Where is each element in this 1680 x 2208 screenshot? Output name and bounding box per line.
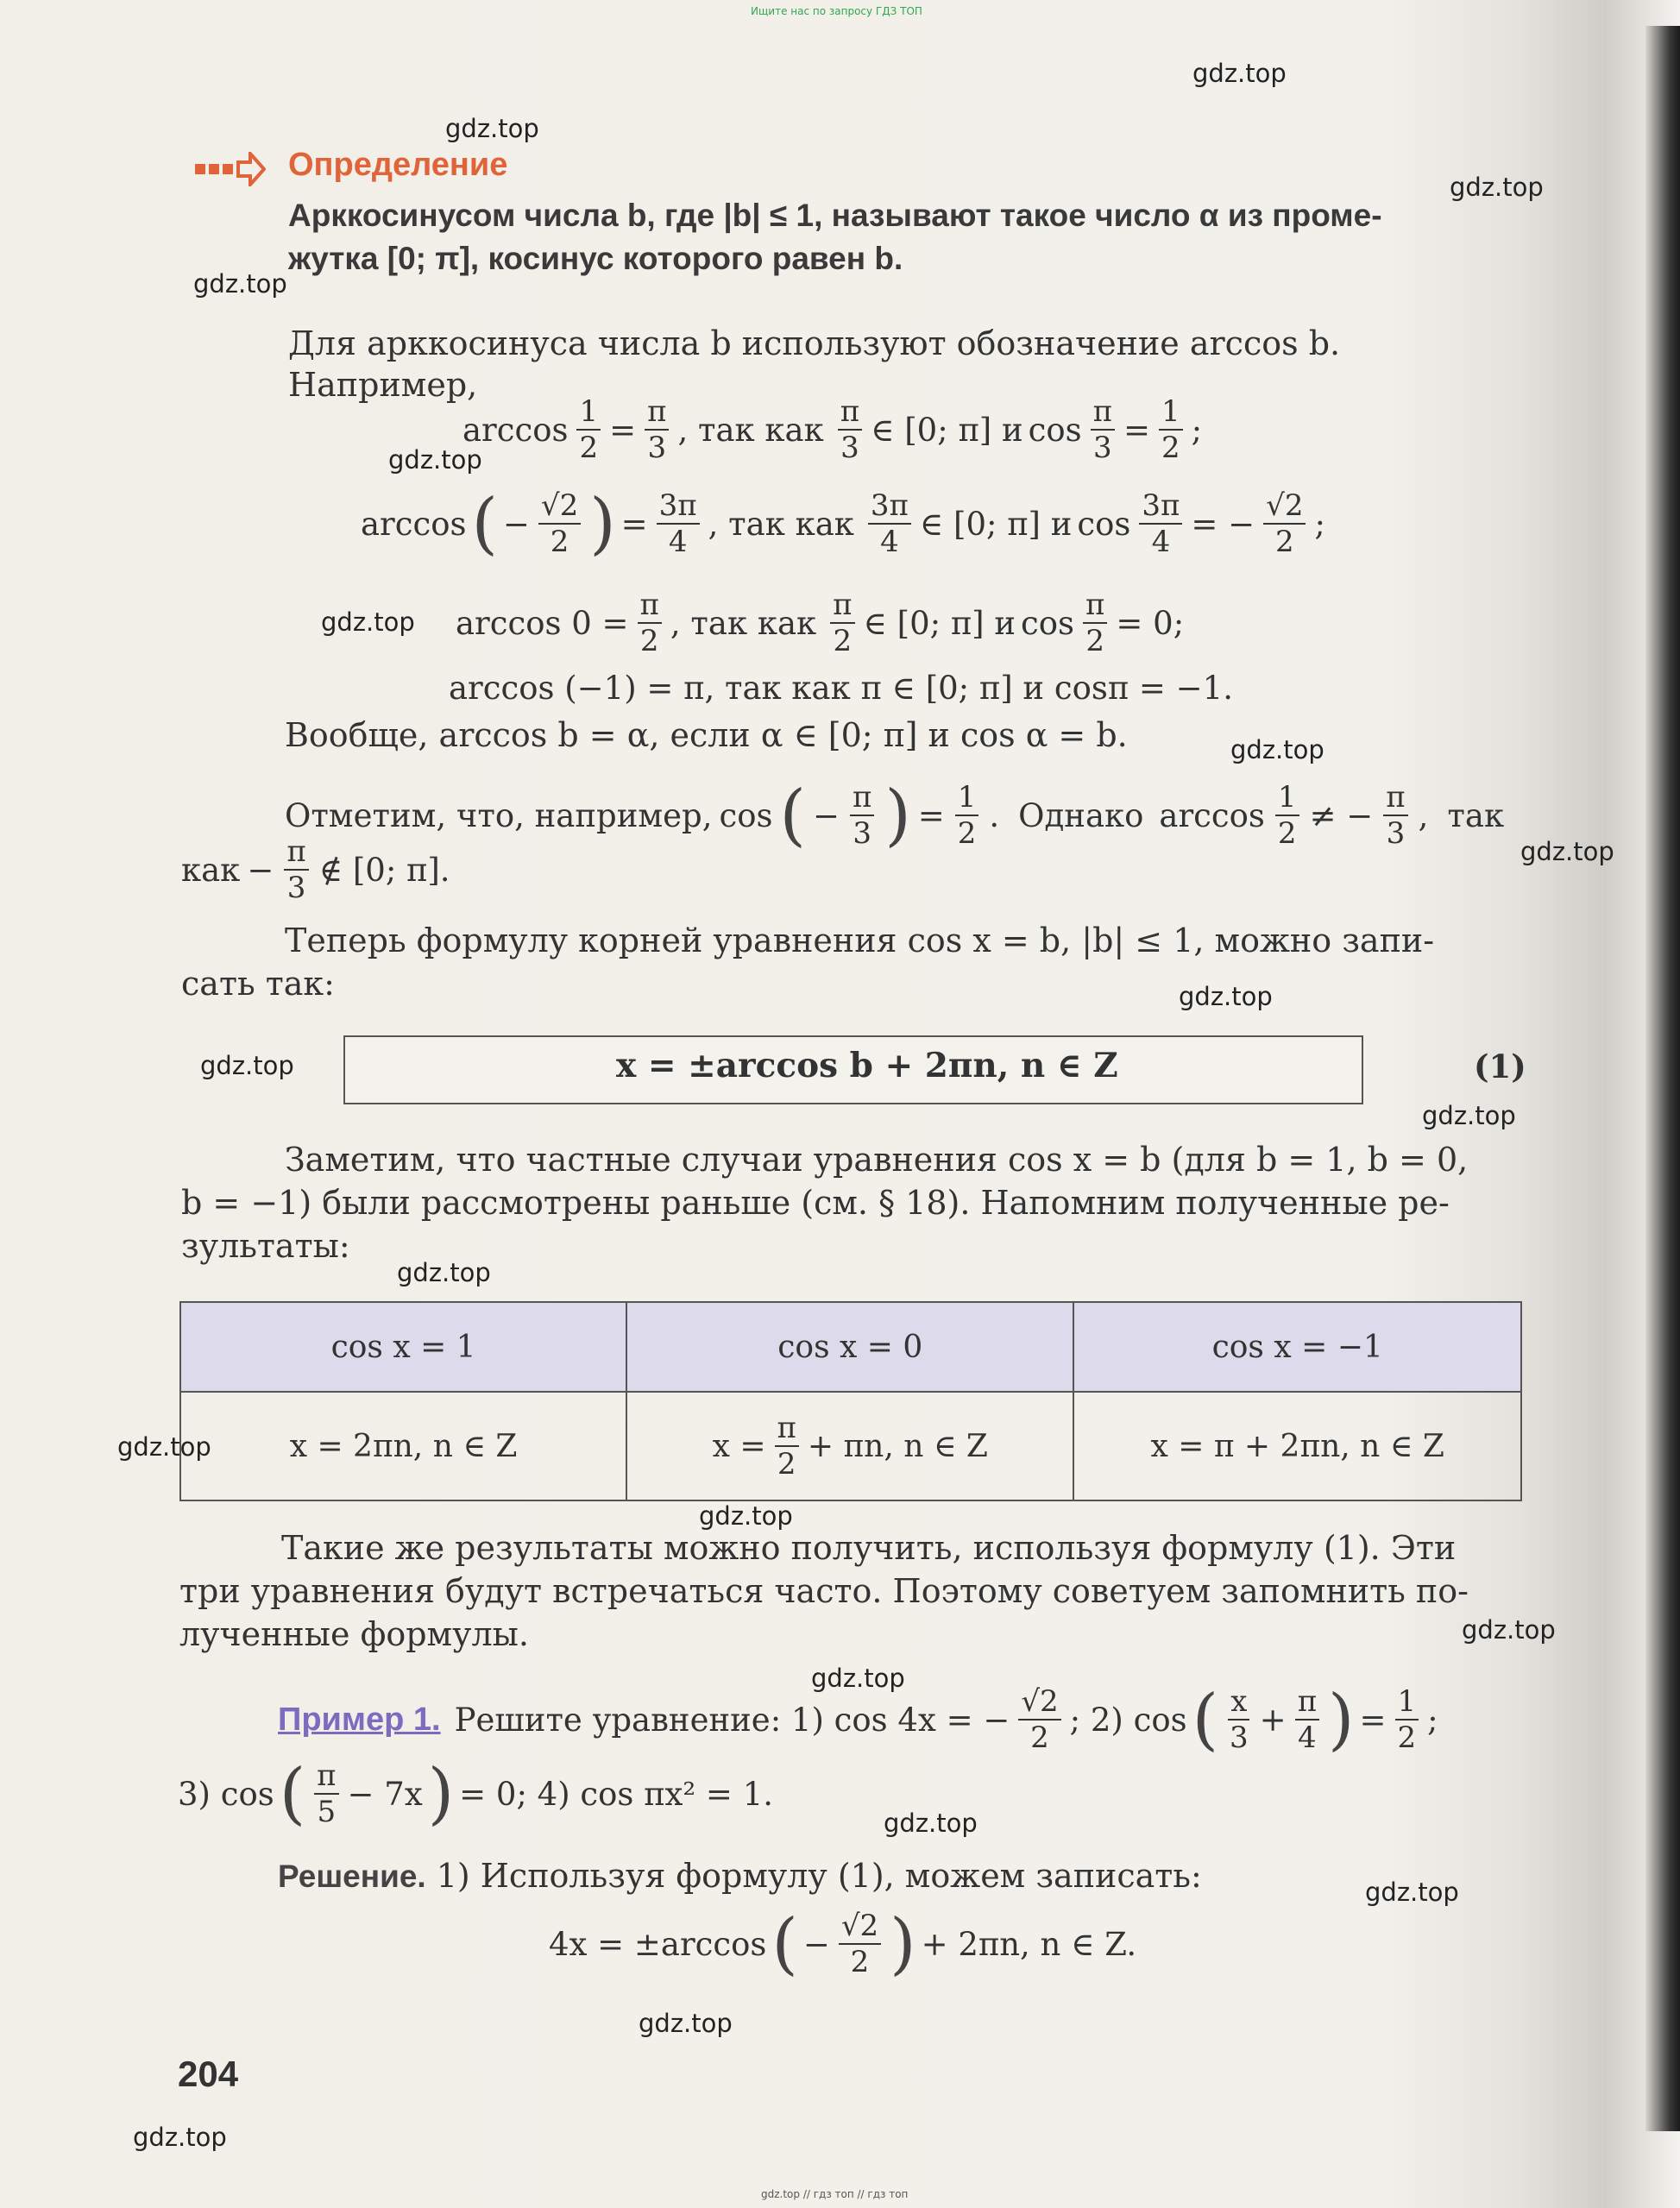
- intro-line-1: Для арккосинуса числа b используют обозначение arccos b.: [288, 324, 1341, 362]
- watermark: gdz.top: [1179, 982, 1273, 1011]
- solution-text: 1) Используя формулу (1), можем записать:: [436, 1857, 1202, 1895]
- top-search-link[interactable]: Ищите нас по запросу ГДЗ ТОП: [751, 5, 922, 17]
- formula-intro-line-2: сать так:: [181, 965, 335, 1003]
- watermark: gdz.top: [388, 445, 482, 475]
- watermark: gdz.top: [200, 1051, 294, 1080]
- watermark: gdz.top: [193, 269, 287, 299]
- watermark: gdz.top: [1520, 837, 1614, 866]
- watermark: gdz.top: [884, 1809, 978, 1838]
- watermark: gdz.top: [1450, 173, 1544, 202]
- table-cell-text: + πn, n ∈ Z: [807, 1428, 988, 1464]
- bottom-site-link[interactable]: gdz.top // гдз топ // гдз топ: [761, 2188, 909, 2200]
- table-header: cos x = 1: [180, 1302, 626, 1392]
- formula-arccos-minus-sqrt2: arccos ( − $\frac{√2}{2}$ ) = $\frac{3\pi}{4}$ , так как $\frac{3\pi}{4}$ ∈ [0; π] и cos $\frac{3\pi}{4}$ = − $\frac{√2}{2}$ ;: [361, 485, 1325, 563]
- example-text: Решите уравнение: 1) cos 4x = −: [454, 1701, 1010, 1739]
- special-cases-line-2: b = −1) были рассмотрены раньше (см. § 18). Напомним полученные ре-: [181, 1184, 1450, 1222]
- watermark: gdz.top: [133, 2123, 227, 2152]
- watermark: gdz.top: [699, 1501, 793, 1531]
- watermark: gdz.top: [811, 1664, 905, 1693]
- watermark: gdz.top: [1192, 59, 1287, 88]
- example-text: 3) cos: [178, 1775, 274, 1813]
- example-line-2: 3) cos ( $\frac{\pi}{5}$ − 7x ) = 0; 4) cos πx² = 1.: [178, 1755, 773, 1833]
- formula-arccos-minus-one: arccos (−1) = π, так как π ∈ [0; π] и cosπ = −1.: [449, 670, 1233, 707]
- formula-arccos-zero: arccos 0 = $\frac{\pi}{2}$ , так как $\frac{\pi}{2}$ ∈ [0; π] и cos $\frac{\pi}{2}$ = 0;: [456, 588, 1185, 658]
- formula-text: , так как: [677, 411, 824, 449]
- note-line-1: Отметим, что, например, cos ( − $\frac{\pi}{3}$ ) = $\frac{1}{2}$ . Однако arccos $\frac{1}{2}$ ≠ − $\frac{\pi}{3}$ , так: [285, 777, 1505, 854]
- note-line-2: как − $\frac{\pi}{3}$ ∉ [0; π].: [181, 834, 450, 905]
- watermark: gdz.top: [117, 1432, 211, 1462]
- note-text: Однако: [1018, 796, 1144, 834]
- example-text: = 0; 4) cos πx² = 1.: [459, 1775, 773, 1813]
- intro-line-2: Например,: [288, 366, 478, 404]
- watermark: gdz.top: [1462, 1615, 1556, 1645]
- solution-formula-text: 4x = ±arccos: [549, 1925, 767, 1963]
- formula-number: (1): [1474, 1047, 1526, 1085]
- after-table-line-2: три уравнения будут встречаться часто. Поэтому советуем запомнить по-: [179, 1572, 1469, 1610]
- watermark: gdz.top: [1365, 1878, 1459, 1907]
- definition-title: Определение: [288, 147, 508, 183]
- solution-line: [278, 1853, 1202, 1898]
- definition-line-1: Арккосинусом числа b, где |b| ≤ 1, называют такое число α из проме-: [288, 198, 1382, 233]
- watermark: gdz.top: [397, 1258, 491, 1287]
- note-text: как: [181, 851, 241, 889]
- formula-text: ∈ [0; π] и: [871, 411, 1023, 449]
- solution-label: Решение.: [278, 1859, 426, 1894]
- example-text: ; 2) cos: [1069, 1701, 1187, 1739]
- solution-formula-text: + 2πn, n ∈ Z.: [921, 1925, 1137, 1963]
- special-cases-line-1: Заметим, что частные случаи уравнения cos x = b (для b = 1, b = 0,: [285, 1141, 1469, 1179]
- example-label: Пример 1.: [278, 1701, 441, 1738]
- book-spine-shadow: [1645, 26, 1680, 2131]
- formula-arccos-half: arccos $\frac{1}{2}$ = $\frac{\pi}{3}$ , так как $\frac{\pi}{3}$ ∈ [0; π] и cos $\frac{\pi}{3}$ = $\frac{1}{2}$ ;: [462, 394, 1203, 465]
- watermark: gdz.top: [1422, 1101, 1516, 1130]
- formula-intro-line-1: Теперь формулу корней уравнения cos x = b, |b| ≤ 1, можно запи-: [285, 922, 1435, 959]
- main-formula: x = ±arccos b + 2πn, n ∈ Z: [616, 1046, 1118, 1085]
- after-table-line-1: Такие же результаты можно получить, используя формулу (1). Эти: [281, 1529, 1457, 1567]
- definition-line-2: жутка [0; π], косинус которого равен b.: [288, 241, 903, 276]
- solution-formula: 4x = ±arccos ( − $\frac{√2}{2}$ ) + 2πn, n ∈ Z.: [549, 1905, 1137, 1983]
- general-statement: Вообще, arccos b = α, если α ∈ [0; π] и cos α = b.: [285, 716, 1128, 754]
- page-number: 204: [178, 2054, 239, 2094]
- arrow-icon: [195, 152, 266, 186]
- watermark: gdz.top: [1230, 735, 1324, 764]
- watermark: gdz.top: [445, 114, 539, 143]
- table-cell: x = π + 2πn, n ∈ Z: [1073, 1392, 1521, 1500]
- table-header: cos x = −1: [1073, 1302, 1521, 1392]
- table-cell: x = 2πn, n ∈ Z: [180, 1392, 626, 1500]
- special-cases-line-3: зультаты:: [181, 1227, 350, 1265]
- after-table-line-3: лученные формулы.: [179, 1615, 529, 1653]
- watermark: gdz.top: [639, 2009, 733, 2038]
- example-line-1: Пример 1. Решите уравнение: 1) cos 4x = − $\frac{√2}{2}$ ; 2) cos ( $\frac{x}{3}$ + $\frac{\pi}{4}$ ) = $\frac{1}{2}$ ;: [278, 1681, 1438, 1758]
- note-text: так: [1447, 796, 1505, 834]
- watermark: gdz.top: [321, 607, 415, 637]
- special-cases-table: [179, 1301, 1522, 1501]
- note-text: Отметим, что, например,: [285, 796, 713, 834]
- table-header: cos x = 0: [626, 1302, 1073, 1392]
- table-cell: x = $\frac{\pi}{2}$ + πn, n ∈ Z: [626, 1392, 1073, 1500]
